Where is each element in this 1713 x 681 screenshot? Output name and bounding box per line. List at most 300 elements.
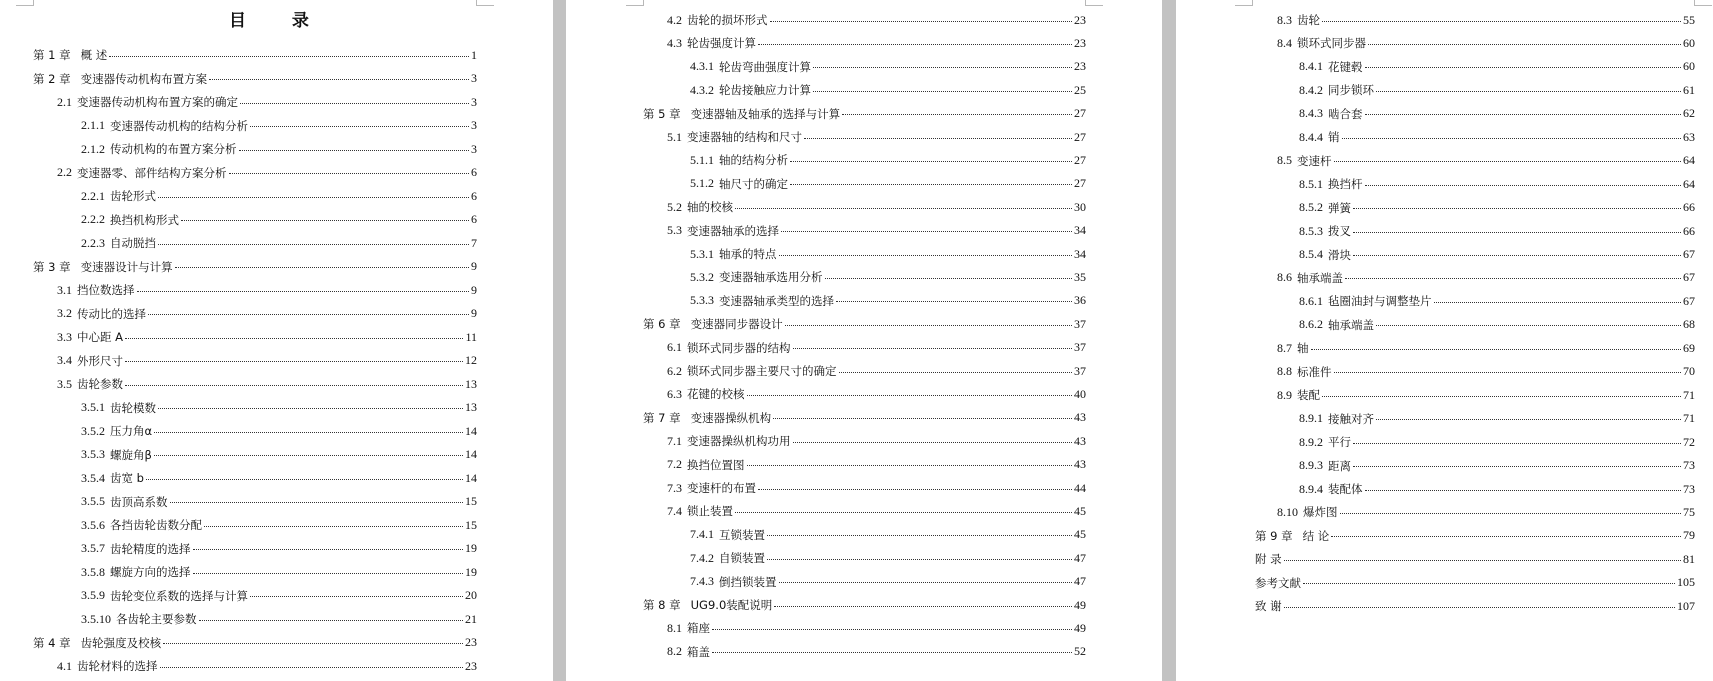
entry-title: 接触对齐 [1328, 411, 1374, 426]
entry-title: 变速杆 [1297, 153, 1332, 168]
section-number: 8.10 [1277, 504, 1298, 519]
toc-entry[interactable] [667, 33, 1086, 53]
toc-entry[interactable] [81, 539, 477, 559]
toc-entry[interactable] [57, 374, 477, 394]
section-number: 8.6 [1277, 270, 1292, 285]
section-number: 8.4.4 [1299, 129, 1323, 144]
page-number: 67 [1683, 247, 1695, 261]
section-number: 8.6.2 [1299, 317, 1323, 332]
margin-corner-mark [1694, 0, 1712, 6]
section-number: 7.4.2 [690, 550, 714, 565]
dot-leader [1434, 302, 1682, 303]
toc-entry[interactable] [81, 515, 477, 535]
toc-entry[interactable] [667, 338, 1086, 358]
section-number: 5.3.2 [690, 269, 714, 284]
dot-leader [229, 173, 470, 174]
page-number: 9 [471, 306, 477, 320]
page-number: 66 [1683, 200, 1695, 215]
toc-entry[interactable] [81, 492, 477, 512]
entry-title: 变速器零、部件结构方案分析 [77, 165, 227, 180]
dot-leader [767, 559, 1072, 560]
section-number: 5.3.3 [690, 293, 714, 308]
page-number: 63 [1683, 129, 1695, 144]
dot-leader [193, 573, 464, 574]
toc-entry[interactable] [81, 398, 477, 418]
section-number: 8.6.1 [1299, 293, 1323, 308]
section-number: 8.4.2 [1299, 82, 1323, 97]
dot-leader [250, 596, 463, 597]
toc-entry[interactable] [690, 80, 1086, 100]
toc-entry[interactable] [1255, 549, 1695, 569]
page-number: 73 [1683, 458, 1695, 473]
page-number: 3 [471, 118, 477, 132]
toc-entry[interactable] [81, 139, 477, 159]
section-number: 6.3 [667, 386, 682, 401]
page-number: 60 [1683, 59, 1695, 74]
section-number: 2.2.1 [81, 188, 105, 203]
section-number: 8.9.4 [1299, 481, 1323, 496]
entry-title: 滑块 [1328, 247, 1351, 262]
section-number: 7.1 [667, 433, 682, 448]
entry-title: 变速器传动机构布置方案的确定 [77, 95, 238, 109]
dot-leader [1376, 91, 1681, 92]
entry-title: 轮齿弯曲强度计算 [719, 59, 811, 74]
toc-entry[interactable] [81, 210, 477, 230]
document-page-3 [1176, 0, 1713, 681]
dot-leader [170, 502, 464, 503]
dot-leader [250, 126, 469, 127]
dot-leader [839, 372, 1073, 373]
toc-entry[interactable] [81, 233, 477, 253]
entry-title: 轴尺寸的确定 [719, 176, 788, 191]
toc-entry[interactable] [1299, 245, 1695, 265]
toc-entry[interactable] [1299, 456, 1695, 476]
toc-entry[interactable] [57, 280, 477, 300]
entry-title: 锁止装置 [687, 504, 733, 519]
page-number: 1 [471, 47, 477, 62]
toc-entry[interactable] [1277, 502, 1695, 522]
toc-entry[interactable] [81, 421, 477, 441]
page-number: 68 [1683, 317, 1695, 332]
page-number: 13 [465, 376, 477, 391]
page-number: 55 [1683, 12, 1695, 27]
page-number: 81 [1683, 551, 1695, 566]
toc-entry[interactable] [1277, 33, 1695, 53]
dot-leader [125, 361, 463, 362]
dot-leader [1365, 114, 1682, 115]
section-number: 8.5 [1277, 153, 1292, 168]
toc-entry[interactable] [667, 478, 1086, 498]
entry-title: UG9.0装配说明 [690, 598, 773, 612]
entry-title: 弹簧 [1328, 200, 1351, 215]
page-number: 23 [1074, 35, 1086, 50]
document-page-1 [0, 0, 553, 681]
dot-leader [1322, 21, 1681, 22]
entry-title: 轴的校核 [687, 200, 733, 215]
entry-title: 变速器轴承类型的选择 [719, 293, 834, 308]
page-number: 27 [1074, 106, 1086, 121]
dot-leader [813, 67, 1072, 68]
page-number: 37 [1074, 340, 1086, 355]
entry-title: 轮齿强度计算 [687, 36, 756, 51]
toc-entry[interactable] [667, 618, 1086, 638]
section-number: 8.9.2 [1299, 434, 1323, 449]
dot-leader [1284, 560, 1681, 561]
toc-entry[interactable] [33, 633, 477, 653]
entry-title: 螺旋方向的选择 [110, 565, 191, 579]
dot-leader [758, 44, 1072, 45]
page-number: 40 [1074, 386, 1086, 401]
dot-leader [773, 418, 1072, 419]
entry-title: 外形尺寸 [77, 353, 123, 368]
page-number: 30 [1074, 199, 1086, 214]
section-number: 5.1.2 [690, 176, 714, 191]
entry-title: 齿轮的损坏形式 [687, 13, 768, 27]
toc-entry[interactable] [667, 127, 1086, 147]
page-number: 23 [465, 635, 477, 649]
margin-corner-mark [626, 0, 644, 6]
toc-entry[interactable] [667, 361, 1086, 381]
entry-title: 中心距 A [77, 330, 124, 344]
toc-entry[interactable] [690, 244, 1086, 264]
dot-leader [781, 231, 1072, 232]
entry-title: 变速器操纵机构功用 [687, 434, 791, 449]
dot-leader [239, 150, 470, 151]
toc-entry[interactable] [1299, 315, 1695, 335]
entry-title: 齿轮精度的选择 [110, 541, 191, 556]
toc-entry[interactable] [1299, 479, 1695, 499]
section-number: 2.2 [57, 165, 72, 179]
entry-title: 变速器轴承选用分析 [719, 270, 823, 285]
toc-entry[interactable] [690, 548, 1086, 568]
page-number: 19 [465, 541, 477, 555]
dot-leader [1353, 443, 1681, 444]
section-number: 4.3 [667, 35, 682, 50]
dot-leader [747, 395, 1073, 396]
section-number: 4.1 [57, 658, 72, 673]
dot-leader [1353, 466, 1681, 467]
entry-title: 换挡机构形式 [110, 212, 179, 227]
toc-entry[interactable] [690, 525, 1086, 545]
entry-title: 距离 [1328, 458, 1351, 473]
dot-leader [209, 79, 469, 80]
dot-leader [804, 138, 1072, 139]
page-number: 27 [1074, 152, 1086, 167]
entry-title: 变速器轴及轴承的选择与计算 [690, 106, 841, 121]
toc-entry[interactable] [81, 468, 477, 488]
page-number: 23 [465, 658, 477, 673]
page-number: 69 [1683, 340, 1695, 355]
dot-leader [712, 629, 1072, 630]
entry-title: 各齿轮主要参数 [116, 612, 197, 626]
dot-leader [813, 91, 1072, 92]
page-number: 6 [471, 212, 477, 226]
dot-leader [160, 667, 464, 668]
toc-entry[interactable] [33, 69, 477, 89]
toc-entry[interactable] [1277, 10, 1695, 30]
toc-entry[interactable] [643, 104, 1086, 124]
page-number: 49 [1074, 620, 1086, 635]
chapter-number: 第 9 章 [1255, 528, 1293, 543]
dot-leader [785, 325, 1072, 326]
dot-leader [842, 114, 1072, 115]
page-gap [1162, 0, 1176, 681]
toc-entry[interactable] [1277, 151, 1695, 171]
entry-title: 各挡齿轮齿数分配 [110, 518, 202, 532]
page-number: 6 [471, 165, 477, 179]
entry-title: 拨叉 [1328, 224, 1351, 239]
entry-title: 变速器传动机构布置方案 [80, 71, 208, 86]
toc-entry[interactable] [1299, 57, 1695, 77]
section-number: 8.9.3 [1299, 458, 1323, 473]
page-number: 43 [1074, 433, 1086, 448]
toc-entry[interactable] [667, 431, 1086, 451]
toc-entry[interactable] [81, 609, 477, 629]
section-number: 7.4.1 [690, 527, 714, 542]
toc-entry[interactable] [690, 267, 1086, 287]
toc-entry[interactable] [667, 221, 1086, 241]
entry-title: 轴承的特点 [719, 247, 777, 261]
toc-entry[interactable] [667, 10, 1086, 30]
dot-leader [774, 606, 1072, 607]
toc-entry[interactable] [1255, 526, 1695, 546]
entry-title: 箱盖 [687, 644, 710, 659]
toc-entry[interactable] [1255, 596, 1695, 616]
toc-entry[interactable] [57, 327, 477, 347]
toc-entry[interactable] [690, 57, 1086, 77]
section-number: 7.4 [667, 503, 682, 518]
toc-entry[interactable] [690, 150, 1086, 170]
toc-entry[interactable] [33, 45, 477, 65]
entry-title: 变速器同步器设计 [690, 317, 783, 332]
section-number: 8.5.3 [1299, 223, 1323, 238]
section-number: 8.9.1 [1299, 411, 1323, 426]
toc-entry[interactable] [57, 163, 477, 183]
section-number: 2.2.3 [81, 235, 105, 250]
toc-entry[interactable] [1299, 127, 1695, 147]
page-number: 15 [465, 517, 477, 532]
page-number: 21 [465, 611, 477, 626]
entry-title: 变速器操纵机构 [690, 410, 772, 425]
toc-entry[interactable] [81, 445, 477, 465]
toc-entry[interactable] [643, 314, 1086, 334]
toc-entry[interactable] [81, 586, 477, 606]
dot-leader [1334, 161, 1682, 162]
chapter-number: 第 5 章 [643, 106, 681, 121]
entry-title: 装配体 [1328, 482, 1363, 496]
margin-corner-mark [16, 0, 34, 6]
entry-title: 变速器轴承的选择 [687, 223, 779, 238]
section-number: 8.4.3 [1299, 106, 1323, 121]
toc-entry[interactable] [1277, 362, 1695, 382]
dot-leader [1303, 583, 1675, 584]
toc-entry[interactable] [33, 257, 477, 277]
page-number: 15 [465, 494, 477, 508]
dot-leader [1334, 372, 1682, 373]
dot-leader [1345, 278, 1681, 279]
section-number: 3.1 [57, 282, 72, 297]
page-gap [553, 0, 566, 681]
dot-leader [767, 535, 1072, 536]
page-number: 64 [1683, 176, 1695, 191]
section-number: 7.4.3 [690, 574, 714, 589]
entry-title: 爆炸图 [1303, 505, 1338, 520]
dot-leader [193, 549, 464, 550]
toc-entry[interactable] [1299, 80, 1695, 100]
section-number: 8.8 [1277, 364, 1292, 379]
toc-entry[interactable] [667, 501, 1086, 521]
page-number: 11 [465, 329, 477, 344]
entry-title: 变速器设计与计算 [80, 259, 173, 274]
entry-title: 平行 [1328, 435, 1351, 450]
entry-title: 齿顶高系数 [110, 494, 168, 509]
toc-entry[interactable] [690, 174, 1086, 194]
section-number: 2.1.2 [81, 141, 105, 156]
toc-entry[interactable] [690, 291, 1086, 311]
entry-title: 齿轮模数 [110, 400, 156, 415]
page-number: 14 [465, 447, 477, 461]
section-number: 3.5.3 [81, 447, 105, 461]
page-number: 43 [1074, 457, 1086, 472]
entry-title: 附 录 [1255, 552, 1282, 567]
entry-title: 概 述 [80, 48, 108, 62]
page-number: 23 [1074, 12, 1086, 27]
dot-leader [1365, 67, 1682, 68]
dot-leader [109, 56, 469, 57]
entry-title: 齿宽 b [110, 471, 144, 485]
entry-title: 传动机构的布置方案分析 [110, 142, 237, 156]
toc-entry[interactable] [1277, 268, 1695, 288]
page-number: 3 [471, 141, 477, 156]
dot-leader [137, 291, 470, 292]
toc-entry[interactable] [57, 656, 477, 676]
entry-title: 毡圈油封与调整垫片 [1328, 294, 1432, 309]
entry-title: 轴承端盖 [1297, 270, 1343, 285]
toc-entry[interactable] [667, 384, 1086, 404]
page-number: 67 [1683, 270, 1695, 285]
toc-entry[interactable] [57, 351, 477, 371]
page-number: 27 [1074, 176, 1086, 191]
toc-entry[interactable] [667, 642, 1086, 662]
entry-title: 装配 [1297, 388, 1320, 403]
margin-corner-mark [476, 0, 494, 6]
page-number: 71 [1683, 387, 1695, 402]
section-number: 7.3 [667, 480, 682, 495]
dot-leader [1331, 536, 1681, 537]
entry-title: 箱座 [687, 621, 710, 636]
dot-leader [1311, 349, 1682, 350]
dot-leader [181, 220, 469, 221]
page-number: 13 [465, 400, 477, 414]
section-number: 5.1.1 [690, 152, 714, 167]
entry-title: 参考文献 [1255, 575, 1301, 590]
margin-corner-mark [1235, 0, 1253, 6]
page-number: 20 [465, 588, 477, 602]
toc-entry[interactable] [667, 197, 1086, 217]
dot-leader [747, 465, 1073, 466]
section-number: 8.9 [1277, 387, 1292, 402]
chapter-number: 第 6 章 [643, 317, 681, 332]
page-number: 49 [1074, 597, 1086, 612]
page-number: 37 [1074, 363, 1086, 378]
page-number: 34 [1074, 246, 1086, 261]
section-number: 4.3.2 [690, 82, 714, 97]
toc-entry[interactable] [81, 116, 477, 136]
section-number: 8.2 [667, 644, 682, 659]
toc-entry[interactable] [81, 562, 477, 582]
toc-entry[interactable] [1299, 104, 1695, 124]
page-number: 71 [1683, 411, 1695, 426]
toc-entry[interactable] [1299, 291, 1695, 311]
toc-entry[interactable] [1255, 573, 1695, 593]
page-number: 75 [1683, 504, 1695, 519]
section-number: 3.5.8 [81, 564, 105, 579]
entry-title: 花键的校核 [687, 387, 745, 402]
dot-leader [1353, 208, 1681, 209]
page-number: 52 [1074, 644, 1086, 659]
dot-leader [125, 338, 463, 339]
entry-title: 齿轮 [1297, 13, 1320, 27]
toc-title: 目 录 [229, 11, 329, 31]
section-number: 3.5.9 [81, 588, 105, 602]
page-number: 27 [1074, 129, 1086, 144]
margin-corner-mark [1085, 0, 1103, 6]
page-number: 7 [471, 235, 477, 250]
toc-entry[interactable] [1277, 338, 1695, 358]
section-number: 5.3.1 [690, 246, 714, 261]
chapter-number: 第 3 章 [33, 259, 71, 274]
page-number: 43 [1074, 410, 1086, 425]
entry-title: 齿轮形式 [110, 189, 156, 203]
dot-leader [1353, 232, 1681, 233]
toc-entry[interactable] [1299, 409, 1695, 429]
dot-leader [1340, 513, 1682, 514]
page-number: 35 [1074, 269, 1086, 284]
toc-entry[interactable] [1299, 432, 1695, 452]
toc-entry[interactable] [1299, 221, 1695, 241]
toc-entry[interactable] [57, 304, 477, 324]
section-number: 8.5.4 [1299, 247, 1323, 261]
chapter-number: 第 4 章 [33, 635, 71, 650]
dot-leader [125, 385, 463, 386]
dot-leader [779, 255, 1073, 256]
section-number: 8.4.1 [1299, 59, 1323, 74]
toc-entry[interactable] [643, 595, 1086, 615]
entry-title: 变速器传动机构的结构分析 [110, 118, 248, 133]
page-number: 107 [1677, 598, 1695, 613]
dot-leader [148, 314, 469, 315]
page-number: 19 [465, 564, 477, 579]
entry-title: 挡位数选择 [77, 283, 135, 297]
page-number: 3 [471, 94, 477, 109]
dot-leader [793, 348, 1073, 349]
toc-entry[interactable] [1299, 174, 1695, 194]
page-number: 64 [1683, 153, 1695, 168]
toc-entry[interactable] [667, 455, 1086, 475]
toc-entry[interactable] [1299, 198, 1695, 218]
toc-entry[interactable] [1277, 385, 1695, 405]
dot-leader [790, 184, 1072, 185]
toc-entry[interactable] [81, 186, 477, 206]
page-number: 3 [471, 71, 477, 85]
dot-leader [1284, 607, 1675, 608]
page-number: 79 [1683, 528, 1695, 543]
toc-entry[interactable] [643, 408, 1086, 428]
page-number: 61 [1683, 82, 1695, 97]
toc-entry[interactable] [690, 572, 1086, 592]
toc-entry[interactable] [57, 92, 477, 112]
entry-title: 销 [1328, 130, 1340, 145]
